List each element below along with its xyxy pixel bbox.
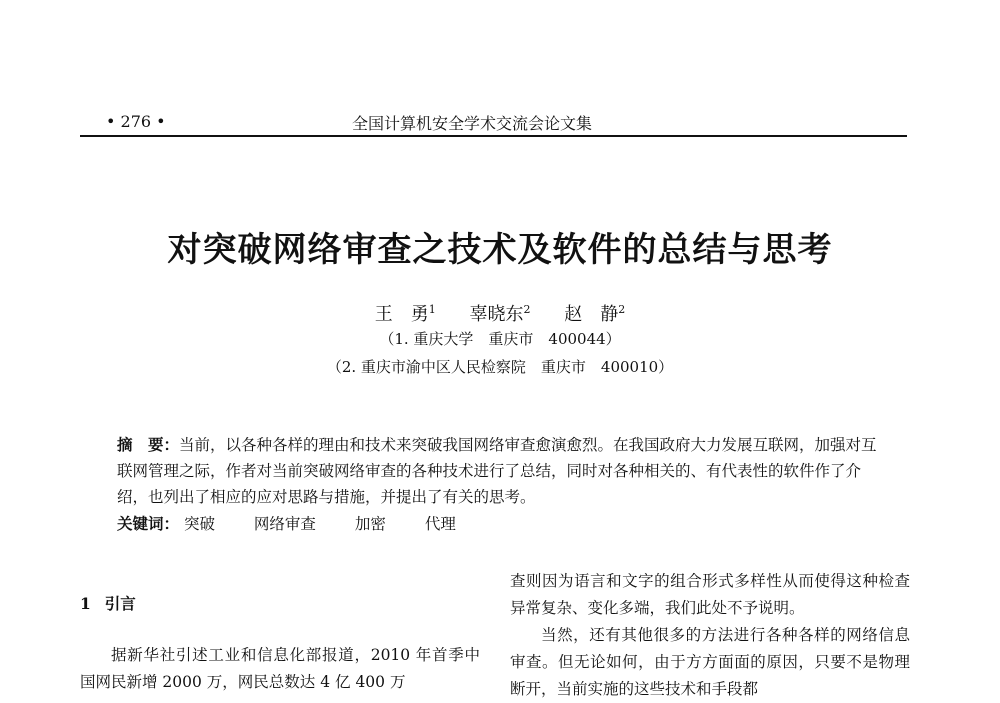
paper-title: 对突破网络审查之技术及软件的总结与思考 [167,230,833,270]
abstract [117,432,877,510]
author: 王 勇$^1$ [374,303,436,325]
left-column [80,590,480,696]
keyword: 加密 [354,515,386,533]
running-header: 全国计算机安全学术交流会论文集 [352,114,593,133]
page-number: • 276 • [106,112,166,131]
author-list [0,300,1000,326]
author: 赵 静$^2$ [564,303,626,325]
keyword: 突破 [183,515,215,533]
keyword: 代理 [424,515,456,533]
section-heading: 1 引言 [80,594,136,613]
right-column [510,568,910,703]
affiliation-2: （2. 重庆市渝中区人民检察院 重庆市 400010） [326,358,674,376]
affiliation-1: （1. 重庆大学 重庆市 400044） [379,330,621,348]
body-paragraph: 查则因为语言和文字的组合形式多样性从而使得这种检查异常复杂、变化多端，我们此处不予说明。 [510,572,910,617]
body-paragraph: 当然，还有其他很多的方法进行各种各样的网络信息审查。但无论如何，由于方方面面的原因，只要不是物理断开，当前实施的这些技术和手段都 [510,626,910,698]
keywords [117,512,490,534]
author: 辜晓东$^2$ [469,303,531,325]
abstract-text: 当前，以各种各样的理由和技术来突破我国网络审查愈演愈烈。在我国政府大力发展互联网，加强对互联网管理之际，作者对当前突破网络审查的各种技术进行了总结，同时对各种相关的、有代表性的软件作了介绍，也列出了相应的应对思路与措施，并提出了有关的思考。 [117,436,877,506]
body-paragraph: 据新华社引述工业和信息化部报道，2010 年首季中国网民新增 2000 万，网民总数达 4 亿 400 万 [80,646,480,691]
header-rule [80,135,907,137]
keyword: 网络审查 [253,515,316,533]
keywords-label: 关键词： [117,514,180,533]
abstract-label: 摘 要： [117,435,180,454]
